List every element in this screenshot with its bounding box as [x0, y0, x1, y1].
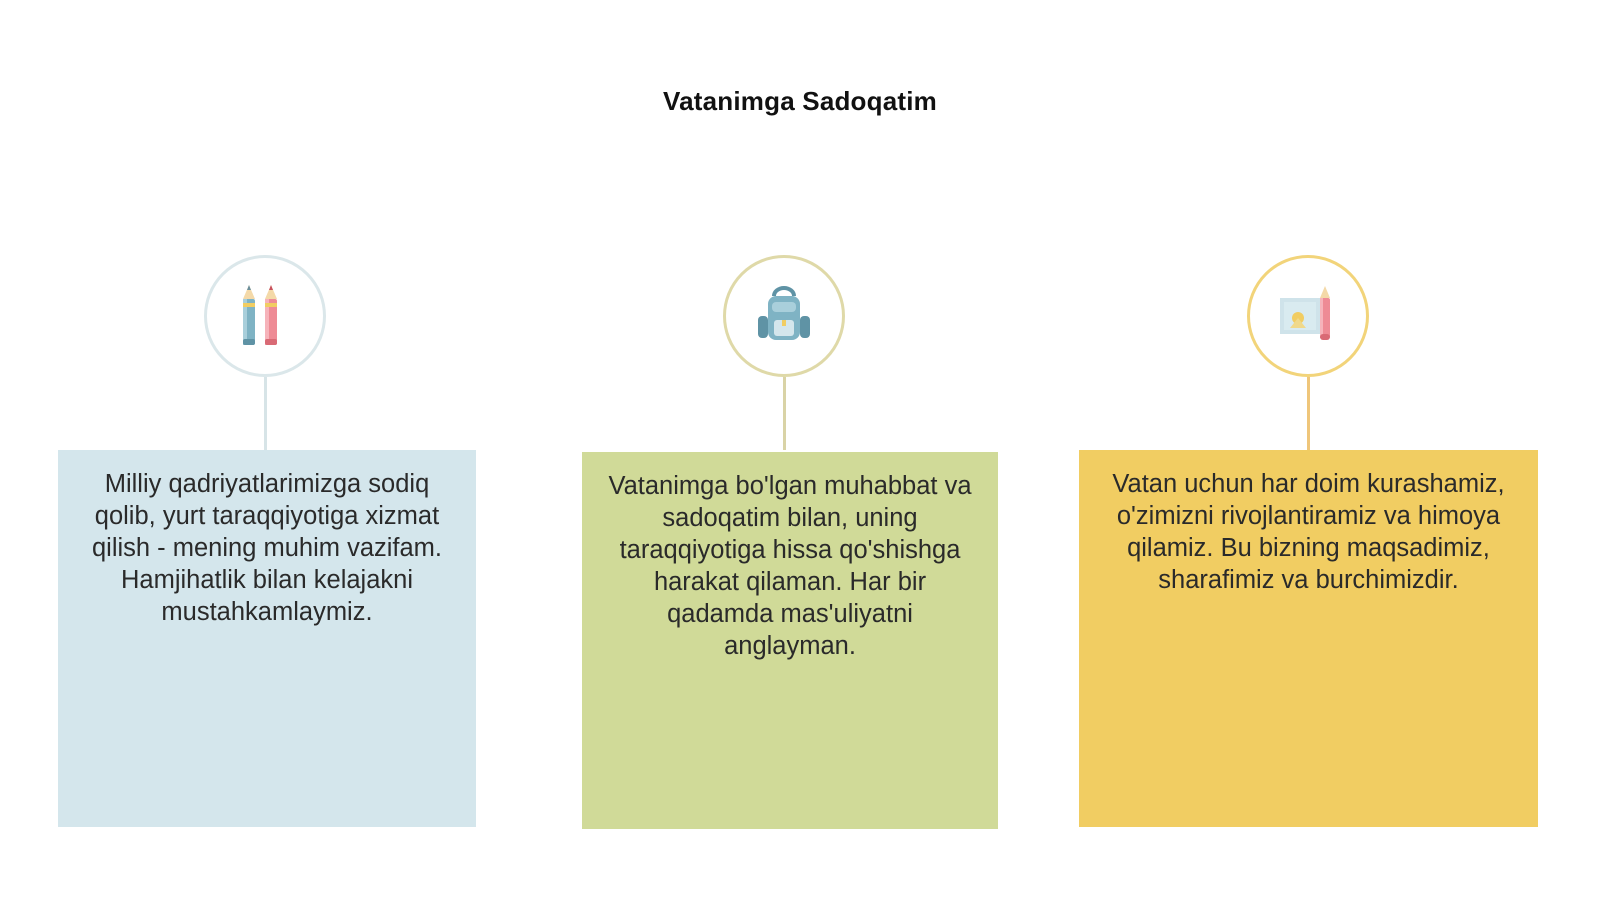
info-card — [58, 450, 476, 827]
card-text: Milliy qadriyatlarimizga sodiq qolib, yurt taraqqiyotiga xizmat qilish - mening muhim vazifam. Hamjihatlik bilan kelajakni mustahkamlaymiz. — [91, 470, 443, 626]
drawing-pencil-icon-circle — [1247, 255, 1369, 377]
connector-line — [1307, 377, 1310, 450]
connector-line — [264, 377, 267, 450]
connector-line — [783, 377, 786, 450]
pencils-icon — [235, 281, 295, 351]
card-text: Vatan uchun har doim kurashamiz, o'zimizni rivojlantiramiz va himoya qilamiz. Bu bizning maqsadimiz, sharafimiz va burchimizdir. — [1112, 470, 1505, 594]
slide-title: Vatanimga Sadoqatim — [663, 86, 937, 116]
info-card — [1079, 450, 1538, 827]
pencils-icon-circle — [204, 255, 326, 377]
drawing-pencil-icon — [1276, 284, 1340, 348]
backpack-icon-circle — [723, 255, 845, 377]
backpack-icon — [752, 284, 816, 348]
info-card — [582, 452, 998, 829]
card-text: Vatanimga bo'lgan muhabbat va sadoqatim bilan, uning taraqqiyotiga hissa qo'shishga harakat qilaman. Har bir qadamda mas'uliyatni anglayman. — [608, 472, 972, 660]
